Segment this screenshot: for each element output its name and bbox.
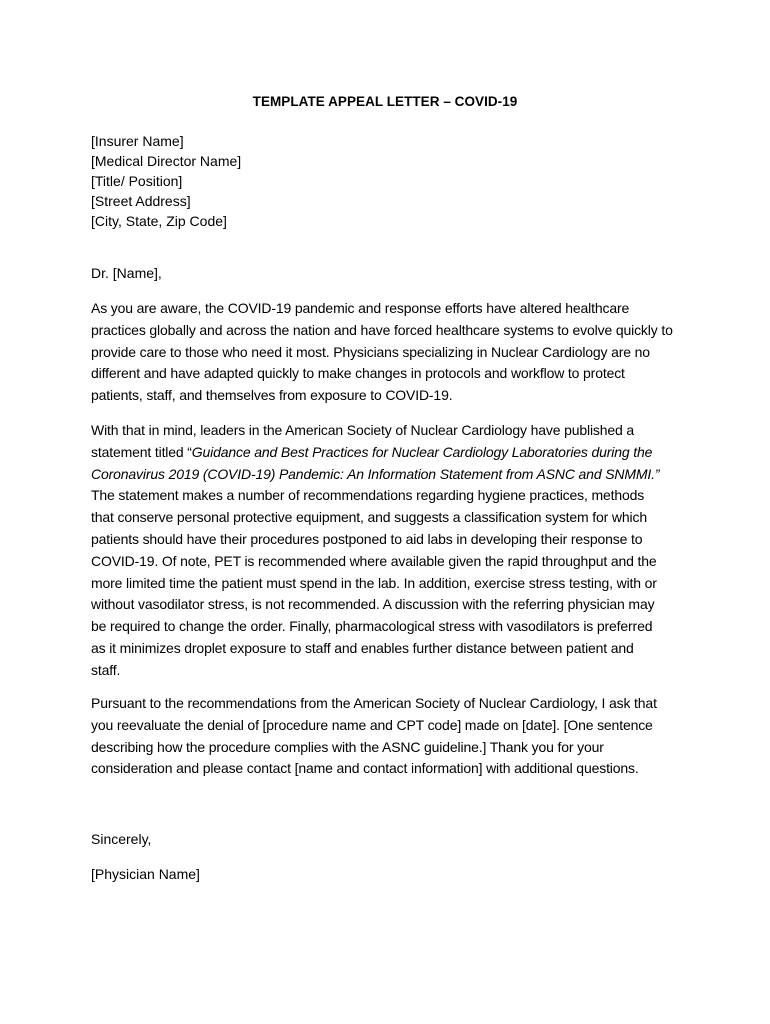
paragraph-line: as it minimizes droplet exposure to staff and enables further distance between patient and [91,639,634,656]
paragraph-line: be required to change the order. Finally, pharmacological stress with vasodilators is preferred [91,618,653,635]
citation-title-part-1: Guidance and Best Practices for Nuclear Cardiology Laboratories during the [191,443,653,460]
paragraph-line: practices globally and across the nation and have forced healthcare systems to evolve quickly to [91,321,673,338]
paragraph-line: describing how the procedure complies with the ASNC guideline.] Thank you for your [91,738,604,755]
citation-prefix: statement titled “ [91,443,192,460]
closing: Sincerely, [91,831,152,847]
recipient-address-block [91,131,241,231]
paragraph-line: With that in mind, leaders in the American Society of Nuclear Cardiology have published a [91,422,635,438]
citation-title-part-2: Coronavirus 2019 (COVID-19) Pandemic: An Information Statement from ASNC and SNMMI.” [91,465,660,482]
paragraph-line: consideration and please contact [name and contact information] with additional questions. [91,760,639,777]
address-line-city-state-zip: [City, State, Zip Code] [91,213,227,229]
paragraph-asnc-statement [91,420,691,682]
paragraph-line: patients should have their procedures postponed to aid labs in developing their response to [91,530,643,547]
paragraph-line: The statement makes a number of recommendations regarding hygiene practices, methods [91,487,645,504]
paragraph-line: patients, staff, and themselves from exposure to COVID-19. [91,387,453,404]
paragraph-appeal-request [91,693,691,780]
paragraph-line: staff. [91,661,121,678]
paragraph-line: without vasodilator stress, is not recommended. A discussion with the referring physician may [91,596,655,613]
salutation: Dr. [Name], [91,265,162,281]
paragraph-line: As you are aware, the COVID-19 pandemic and response efforts have altered healthcare [91,300,630,316]
address-line-insurer-name: [Insurer Name] [91,133,184,149]
paragraph-line: different and have adapted quickly to make changes in protocols and workflow to protect [91,365,625,382]
document-title: TEMPLATE APPEAL LETTER – COVID-19 [252,94,518,109]
paragraph-line: that conserve personal protective equipment, and suggests a classification system for which [91,509,647,526]
address-line-title-position: [Title/ Position] [91,173,183,189]
paragraph-line: you reevaluate the denial of [procedure name and CPT code] made on [date]. [One sentence [91,716,653,733]
paragraph-line: COVID-19. Of note, PET is recommended where available given the rapid throughput and the [91,552,657,569]
signature-placeholder: [Physician Name] [91,866,200,882]
paragraph-covid-context [91,298,691,407]
paragraph-line-with-citation [91,442,691,464]
paragraph-line: more limited time the patient must spend in the lab. In addition, exercise stress testing, with or [91,574,657,591]
paragraph-line: Pursuant to the recommendations from the American Society of Nuclear Cardiology, I ask that [91,695,657,711]
address-line-street-address: [Street Address] [91,193,191,209]
paragraph-line-citation-continued [91,464,691,486]
address-line-medical-director-name: [Medical Director Name] [91,153,242,169]
paragraph-line: provide care to those who need it most. Physicians specializing in Nuclear Cardiology are no [91,343,650,360]
